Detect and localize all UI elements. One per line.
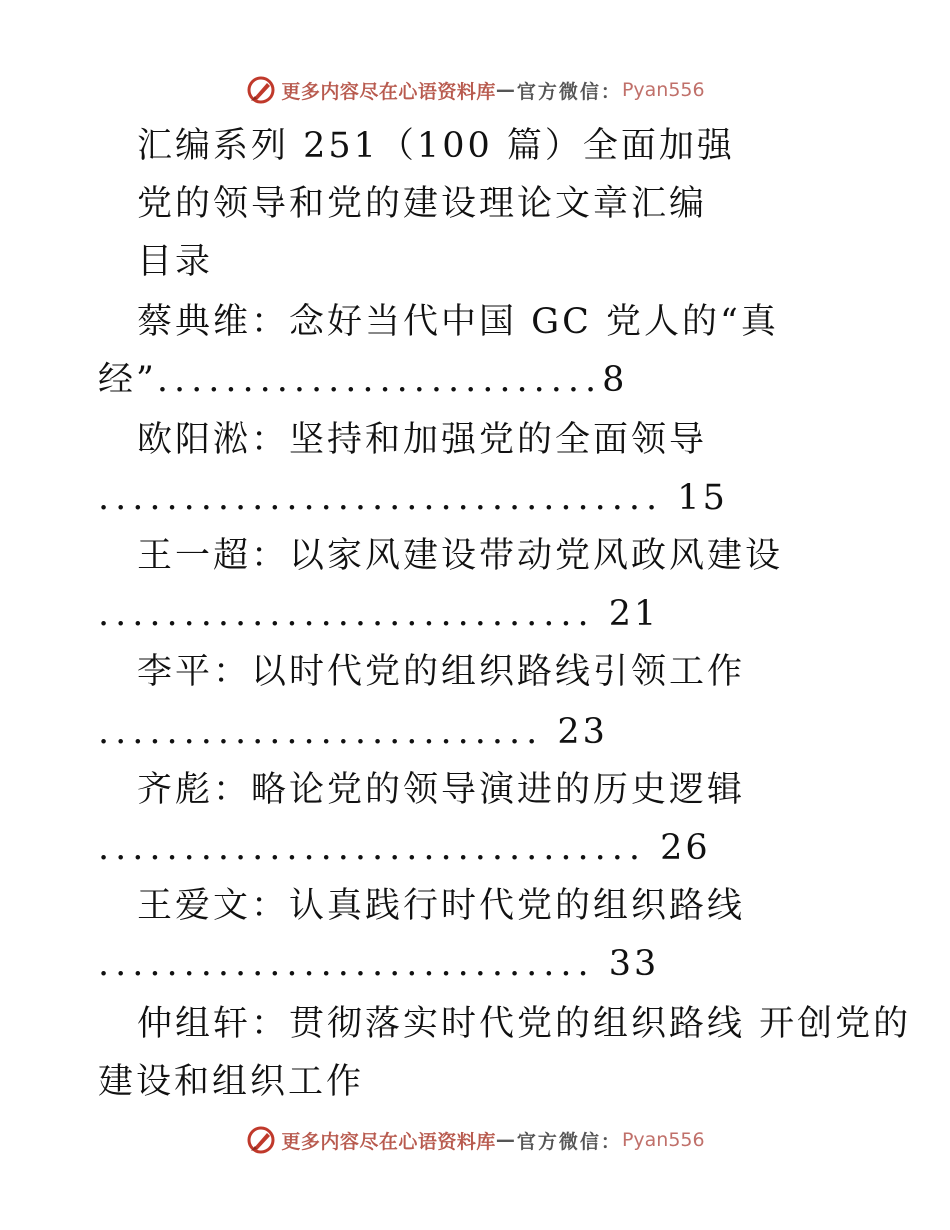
toc-entry-1-page: 8 — [602, 360, 628, 400]
doc-title-line-1: 汇编系列 251（100 篇）全面加强 — [137, 126, 735, 166]
toc-entry-2-title: 欧阳淞：坚持和加强党的全面领导 — [137, 420, 708, 460]
toc-entry-1-title: 蔡典维：念好当代中国 GC 党人的“真 — [137, 302, 779, 342]
watermark-mid-text: 官方微信： — [516, 1130, 622, 1153]
toc-entry-6-page: 33 — [608, 944, 660, 984]
toc-entry-5-leader — [0, 828, 950, 868]
toc-entry-2-leader — [0, 478, 950, 518]
toc-entry-6-title: 王爱文：认真践行时代党的组织路线 — [137, 886, 746, 926]
top-watermark — [0, 70, 950, 110]
toc-entry-4-leader — [0, 712, 950, 752]
toc-entry-5-dots: ................................ — [98, 828, 647, 868]
bottom-watermark — [0, 1120, 950, 1160]
pen-logo-icon — [245, 1124, 277, 1156]
toc-entry-4-title: 李平：以时代党的组织路线引领工作 — [137, 652, 746, 692]
watermark-left-text: 更多内容尽在心语资料库 — [281, 80, 496, 103]
watermark-left-text: 更多内容尽在心语资料库 — [281, 1130, 496, 1153]
toc-entry-7-title: 仲组轩：贯彻落实时代党的组织路线 开创党的 — [137, 1004, 912, 1044]
toc-entry-1-dots: .......................... — [156, 360, 603, 400]
toc-entry-3-page: 21 — [608, 594, 660, 634]
toc-entry-3-leader — [0, 594, 950, 634]
toc-entry-1-title-cont: 经” — [98, 360, 157, 400]
toc-entry-4-page: 23 — [557, 712, 608, 752]
toc-entry-3-title: 王一超：以家风建设带动党风政风建设 — [137, 536, 784, 576]
toc-entry-6-leader — [0, 944, 950, 984]
doc-title-line-2: 党的领导和党的建设理论文章汇编 — [137, 184, 708, 224]
toc-entry-5-page: 26 — [660, 828, 711, 868]
watermark-mid-text: 官方微信： — [516, 80, 622, 103]
toc-entry-4-dots: .......................... — [98, 712, 544, 752]
pen-logo-icon — [245, 74, 277, 106]
toc-entry-1-leader — [0, 360, 950, 400]
toc-entry-7-title-cont: 建设和组织工作 — [98, 1062, 365, 1102]
watermark-wechat-id: Pyan556 — [621, 79, 705, 101]
watermark-dash: — — [495, 79, 517, 101]
toc-heading: 目录 — [137, 242, 214, 282]
toc-entry-2-page: 15 — [677, 478, 728, 518]
toc-entry-3-dots: ............................. — [98, 594, 595, 634]
watermark-dash: — — [495, 1129, 517, 1151]
toc-entry-6-dots: ............................. — [98, 944, 595, 984]
toc-entry-5-title: 齐彪：略论党的领导演进的历史逻辑 — [137, 770, 746, 810]
watermark-wechat-id: Pyan556 — [621, 1129, 705, 1151]
toc-entry-2-dots: ................................. — [98, 478, 664, 518]
